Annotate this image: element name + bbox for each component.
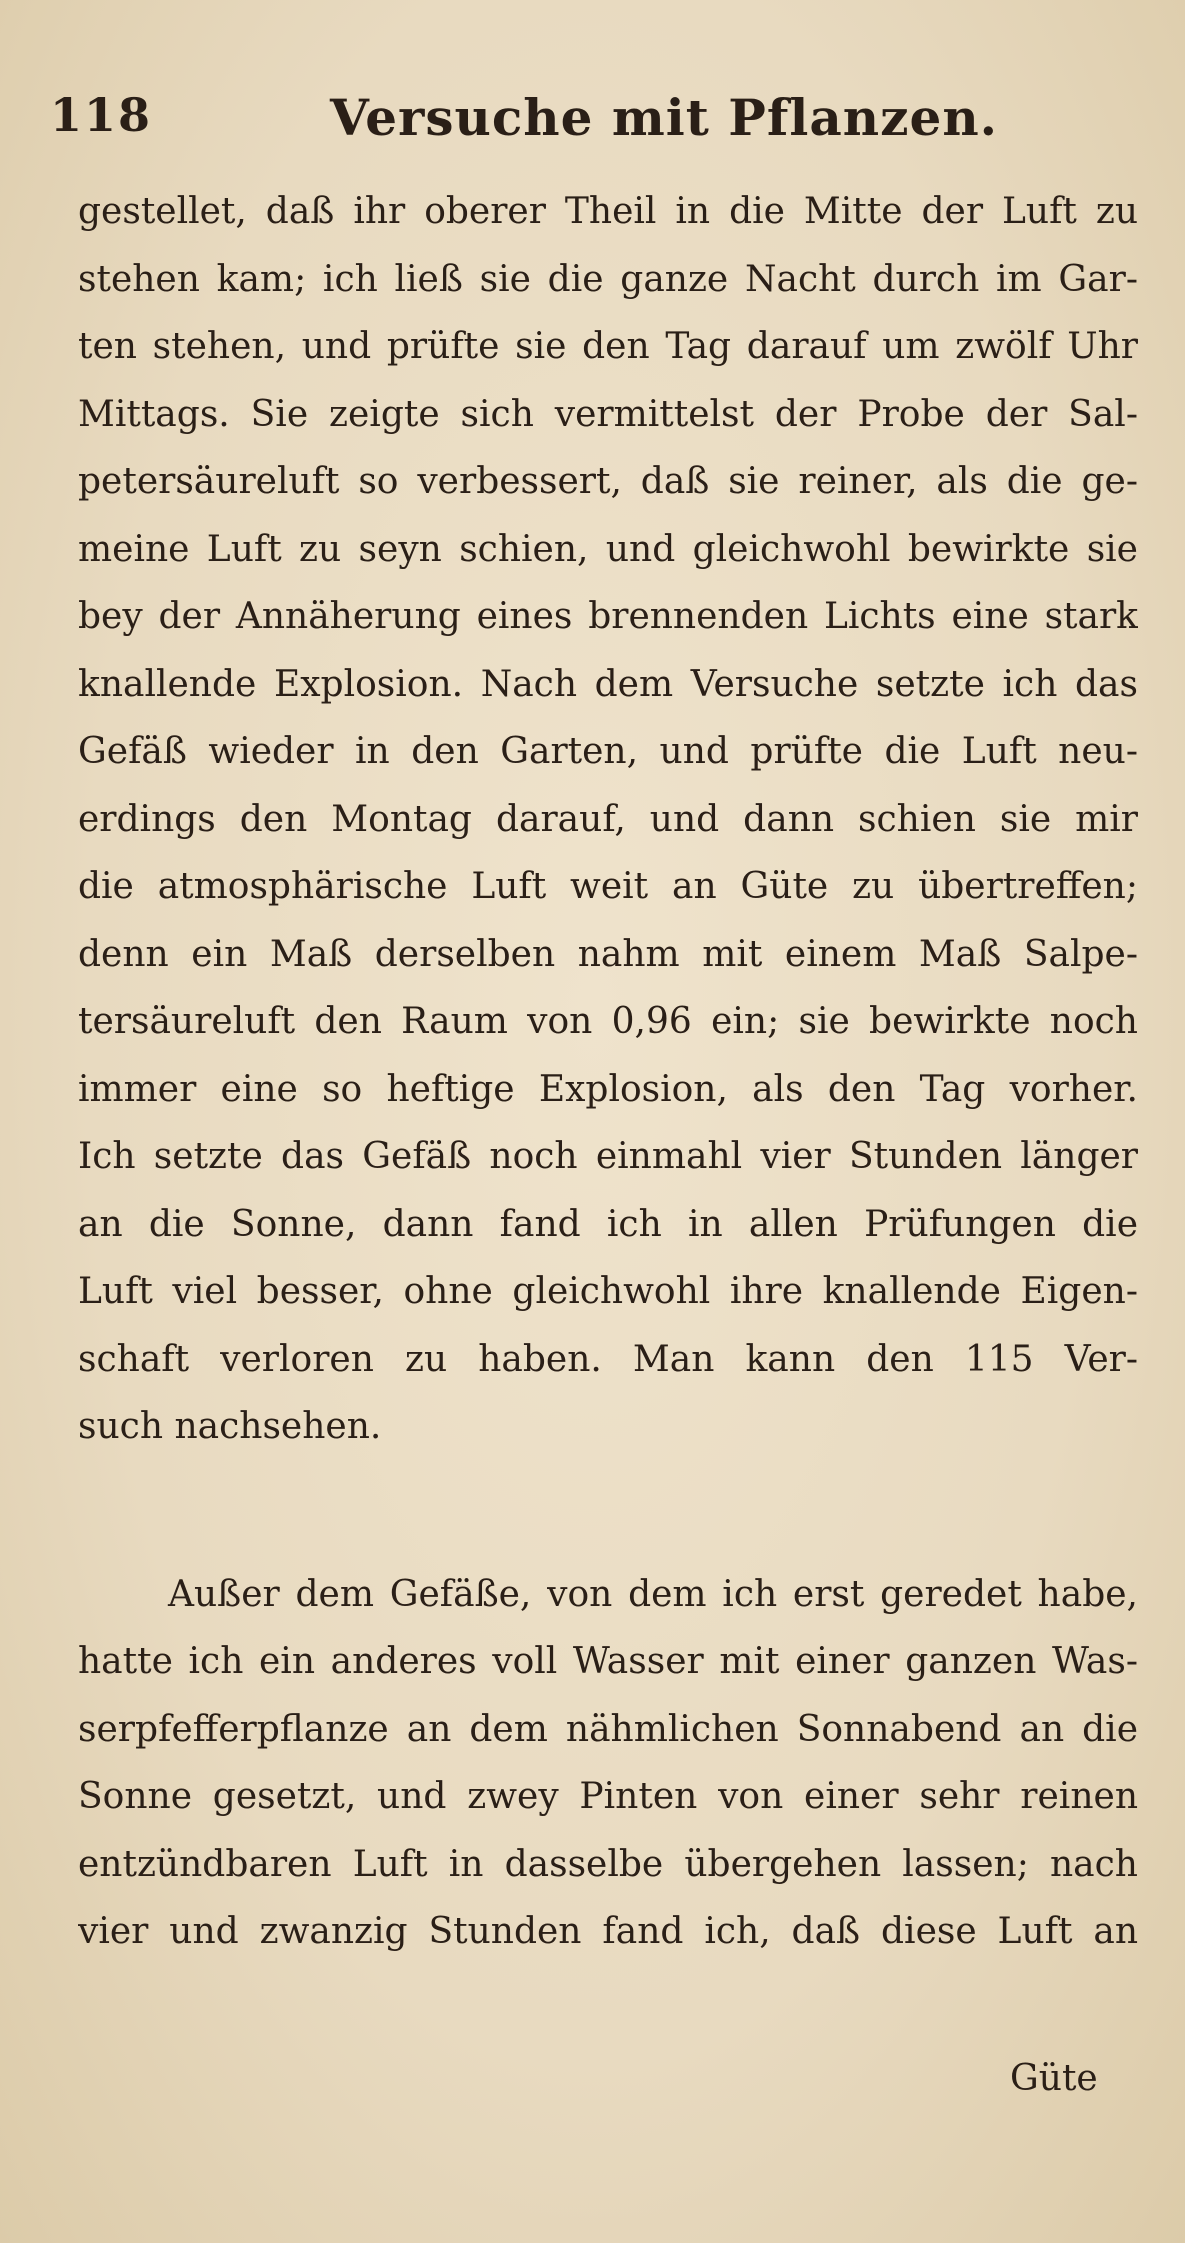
text-line: ten stehen, und prüfte sie den Tag darauf um zwölf Uhr xyxy=(78,326,1138,367)
body-text xyxy=(78,178,1138,1966)
text-line: gestellet, daß ihr oberer Theil in die Mitte der Luft zu xyxy=(78,191,1138,232)
text-line: erdings den Montag darauf, und dann schien sie mir xyxy=(78,798,1138,840)
text-line: bey der Annäherung eines brennenden Lichts eine stark xyxy=(78,596,1138,637)
text-line: Luft viel besser, ohne gleichwohl ihre knallende Eigen- xyxy=(78,1271,1138,1312)
running-title: Versuche mit Pflanzen. xyxy=(330,88,999,147)
text-line: schaft verloren zu haben. Man kann den 115 Ver- xyxy=(78,1338,1138,1380)
text-line: Außer dem Gefäße, von dem ich erst geredet habe, xyxy=(168,1573,1138,1615)
text-line: Ich setzte das Gefäß noch einmahl vier Stunden länger xyxy=(78,1136,1138,1177)
text-line: denn ein Maß derselben nahm mit einem Maß Salpe- xyxy=(78,933,1138,975)
text-line: die atmosphärische Luft weit an Güte zu übertreffen; xyxy=(78,866,1138,907)
text-line: tersäureluft den Raum von 0,96 ein; sie bewirkte noch xyxy=(78,1001,1138,1042)
page-number: 118 xyxy=(50,88,153,142)
paragraph-2 xyxy=(78,1561,1138,1966)
text-line: serpfefferpflanze an dem nähmlichen Sonnabend an die xyxy=(78,1708,1138,1750)
text-line: vier und zwanzig Stunden fand ich, daß diese Luft an xyxy=(78,1911,1138,1952)
text-line: such nachsehen. xyxy=(78,1406,382,1447)
paragraph-1 xyxy=(78,178,1138,1461)
text-line: meine Luft zu seyn schien, und gleichwohl bewirkte sie xyxy=(78,528,1138,570)
text-line: entzündbaren Luft in dasselbe übergehen lassen; nach xyxy=(78,1843,1138,1885)
text-line: knallende Explosion. Nach dem Versuche setzte ich das xyxy=(78,663,1138,705)
page-header xyxy=(50,88,1130,158)
catchword: Güte xyxy=(1010,2058,1098,2099)
text-line: stehen kam; ich ließ sie die ganze Nacht durch im Gar- xyxy=(78,258,1138,300)
text-line: immer eine so heftige Explosion, als den Tag vorher. xyxy=(78,1068,1138,1110)
text-line: Mittags. Sie zeigte sich vermittelst der Probe der Sal- xyxy=(78,393,1138,435)
text-line: Gefäß wieder in den Garten, und prüfte die Luft neu- xyxy=(78,731,1138,772)
text-line: Sonne gesetzt, und zwey Pinten von einer sehr reinen xyxy=(78,1776,1138,1817)
paragraph-spacer xyxy=(78,1461,1138,1561)
text-line: hatte ich ein anderes voll Wasser mit einer ganzen Was- xyxy=(78,1641,1138,1682)
text-line: petersäureluft so verbessert, daß sie reiner, als die ge- xyxy=(78,461,1138,502)
text-line: an die Sonne, dann fand ich in allen Prüfungen die xyxy=(78,1203,1138,1245)
